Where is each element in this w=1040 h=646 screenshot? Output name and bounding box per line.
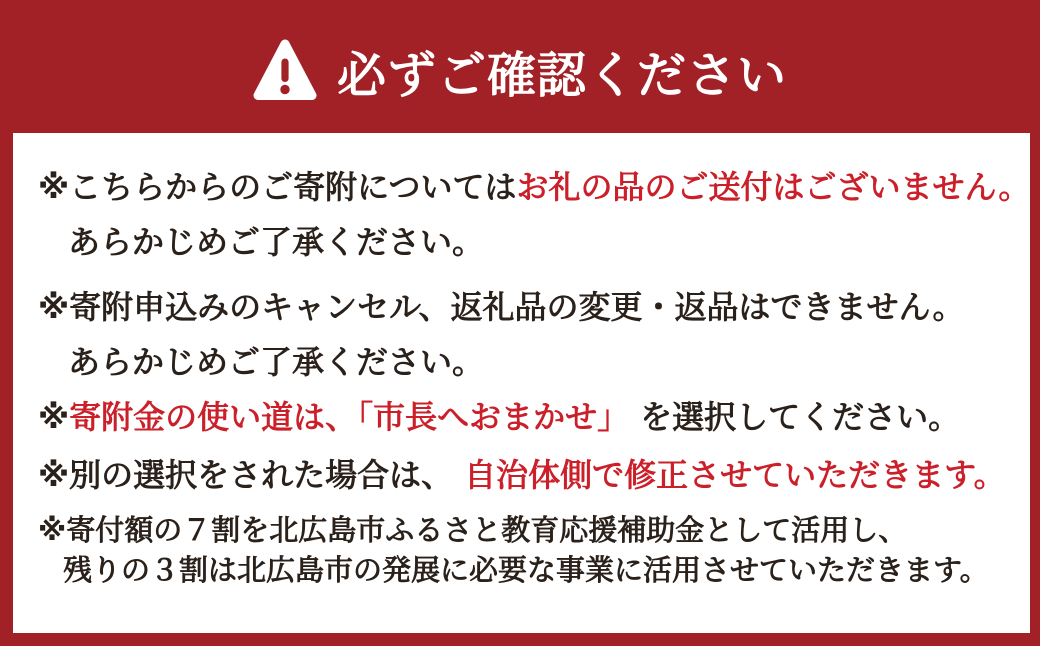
notice-line-3-text: ※寄附申込みのキャンセル、返礼品の変更・返品はできません。 [38, 288, 965, 326]
notice-content [13, 133, 1030, 633]
notice-line-8 [63, 554, 989, 587]
notice-line-8-text: 残りの３割は北広島市の発展に必要な事業に活用させていただきます。 [63, 553, 989, 587]
notice-line-2-text: あらかじめご了承ください。 [68, 223, 485, 261]
notice-line-4-text: あらかじめご了承ください。 [68, 343, 485, 381]
notice-line-6 [38, 457, 1006, 494]
notice-line-7-text: ※寄付額の７割を北広島市ふるさと教育応援補助金として活用し、 [38, 513, 908, 547]
notice-line-6-text: ※別の選択をされた場合は、 [38, 456, 454, 494]
notice-line-5-text: を選択してください。 [640, 398, 961, 436]
notice-line-1 [38, 169, 1030, 206]
notice-line-1-text: ※こちらからのご寄附については [38, 168, 517, 206]
notice-line-5-emphasis: 寄附金の使い道は、「市長へおまかせ」 [69, 398, 630, 436]
notice-line-5 [38, 399, 960, 436]
notice-line-5-marker: ※ [38, 398, 70, 436]
notice-line-6-emphasis: 自治体側で修正させていただきます。 [464, 456, 1006, 494]
banner-header [0, 0, 1040, 133]
notice-line-3 [38, 289, 964, 326]
notice-line-1-emphasis: お礼の品のご送付はございません。 [516, 168, 1031, 206]
notice-line-4 [68, 344, 484, 381]
notice-line-7 [38, 514, 907, 547]
banner-title: 必ずご確認ください [336, 45, 787, 104]
warning-triangle-icon [253, 38, 317, 104]
notice-line-2 [68, 224, 484, 261]
